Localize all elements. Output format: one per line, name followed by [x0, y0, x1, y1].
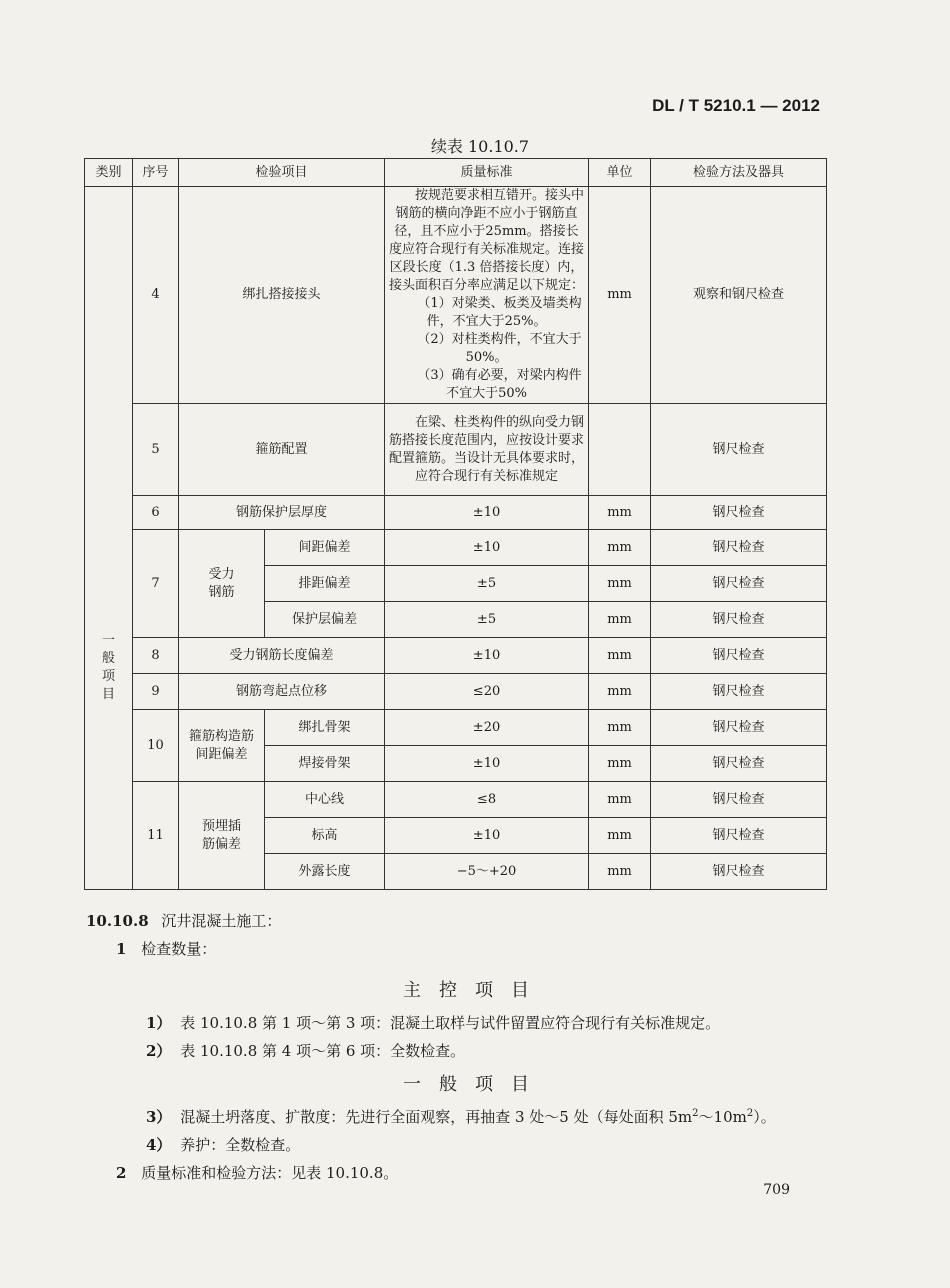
standard-paragraph: （3）确有必要，对梁内构件不宜大于50% [417, 368, 582, 401]
col-unit: 单位 [589, 159, 651, 187]
row-item: 受力钢筋长度偏差 [179, 638, 385, 674]
row-unit: mm [589, 638, 651, 674]
row-unit: mm [589, 496, 651, 530]
row-item: 箍筋配置 [179, 404, 385, 496]
row-item: 箍筋构造筋间距偏差 [189, 728, 255, 762]
standard-paragraph: （1）对梁类、板类及墙类构件，不宜大于25%。 [417, 296, 582, 329]
row-item-group [179, 782, 265, 890]
paragraph-text: 质量标准和检验方法：见表 10.10.8。 [141, 1164, 399, 1182]
table-row [85, 404, 827, 496]
row-unit: mm [589, 602, 651, 638]
row-item: 绑扎搭接接头 [179, 187, 385, 404]
row-item-group [179, 530, 265, 638]
paragraph [116, 1162, 398, 1183]
item-number: 2） [146, 1042, 172, 1060]
paragraph-text: ）。 [753, 1108, 776, 1126]
paragraph [146, 1012, 720, 1033]
row-method: 钢尺检查 [651, 710, 827, 746]
row-number: 8 [133, 638, 179, 674]
row-unit: mm [589, 818, 651, 854]
row-item-group [179, 710, 265, 782]
table-title: 续表 10.10.7 [430, 137, 530, 156]
row-number: 11 [133, 782, 179, 890]
sub-item: 绑扎骨架 [265, 710, 385, 746]
table-header-row [85, 159, 827, 187]
table-row [85, 674, 827, 710]
row-method: 钢尺检查 [651, 782, 827, 818]
row-standard: ±5 [385, 602, 589, 638]
row-method: 钢尺检查 [651, 854, 827, 890]
row-item: 钢筋保护层厚度 [179, 496, 385, 530]
row-method: 钢尺检查 [651, 496, 827, 530]
section-title: 沉井混凝土施工： [161, 912, 282, 930]
row-standard: ±20 [385, 710, 589, 746]
row-number: 5 [133, 404, 179, 496]
row-method: 钢尺检查 [651, 674, 827, 710]
main-control-heading: 主控项目 [403, 980, 547, 1001]
paragraph [146, 1040, 465, 1061]
row-unit: mm [589, 710, 651, 746]
row-unit: mm [589, 782, 651, 818]
row-unit: mm [589, 187, 651, 404]
paragraph [146, 1106, 776, 1127]
row-standard: ≤20 [385, 674, 589, 710]
standard-paragraph: （2）对柱类构件，不宜大于50%。 [417, 332, 582, 365]
general-items-heading: 一般项目 [403, 1074, 547, 1095]
row-unit: mm [589, 854, 651, 890]
sub-item: 外露长度 [265, 854, 385, 890]
sub-item: 焊接骨架 [265, 746, 385, 782]
row-method: 钢尺检查 [651, 818, 827, 854]
row-standard: ±10 [385, 746, 589, 782]
row-method: 观察和钢尺检查 [651, 187, 827, 404]
item-number: 3） [146, 1108, 172, 1126]
row-number: 10 [133, 710, 179, 782]
sub-item: 标高 [265, 818, 385, 854]
col-method: 检验方法及器具 [651, 159, 827, 187]
section-heading [86, 910, 281, 931]
row-standard [385, 404, 589, 496]
row-method: 钢尺检查 [651, 602, 827, 638]
row-standard: ±10 [385, 638, 589, 674]
row-unit: mm [589, 746, 651, 782]
row-number: 9 [133, 674, 179, 710]
category-cell [85, 187, 133, 890]
standard-paragraph: 在梁、柱类构件的纵向受力钢筋搭接长度范围内，应按设计要求配置箍筋。当设计无具体要求时，应符合现行有关标准规定 [389, 414, 585, 484]
table-row [85, 782, 827, 818]
row-unit: mm [589, 530, 651, 566]
row-number: 4 [133, 187, 179, 404]
row-unit: mm [589, 674, 651, 710]
table-row [85, 530, 827, 566]
sub-item: 排距偏差 [265, 566, 385, 602]
paragraph [146, 1134, 300, 1155]
row-method: 钢尺检查 [651, 566, 827, 602]
row-item: 受力钢筋 [208, 566, 235, 600]
category-label: 一般项目 [102, 633, 116, 702]
item-number: 1） [146, 1014, 172, 1032]
inspection-table [84, 158, 827, 890]
row-number: 7 [133, 530, 179, 638]
col-category: 类别 [85, 159, 133, 187]
row-number: 6 [133, 496, 179, 530]
standard-code: DL / T 5210.1 — 2012 [652, 96, 820, 115]
row-standard: ±10 [385, 496, 589, 530]
superscript: 2 [692, 1108, 699, 1119]
row-method: 钢尺检查 [651, 404, 827, 496]
item-number: 2 [116, 1164, 127, 1182]
row-standard: −5～+20 [385, 854, 589, 890]
row-standard [385, 187, 589, 404]
row-standard: ±10 [385, 818, 589, 854]
item-number: 4） [146, 1136, 172, 1154]
paragraph [116, 938, 216, 959]
col-number: 序号 [133, 159, 179, 187]
col-standard: 质量标准 [385, 159, 589, 187]
sub-item: 保护层偏差 [265, 602, 385, 638]
table-row [85, 496, 827, 530]
row-standard: ≤8 [385, 782, 589, 818]
paragraph-text: 养护：全数检查。 [180, 1136, 301, 1154]
section-number: 10.10.8 [86, 912, 149, 930]
row-standard: ±10 [385, 530, 589, 566]
table-row [85, 638, 827, 674]
table-row [85, 187, 827, 404]
standard-paragraph: 按规范要求相互错开。接头中钢筋的横向净距不应小于钢筋直径，且不应小于25mm。搭接长度应符合现行有关标准规定。连接区段长度（1.3 倍搭接长度）内，接头面积百分率应满足以下规定： [389, 188, 585, 293]
sub-item: 中心线 [265, 782, 385, 818]
row-method: 钢尺检查 [651, 530, 827, 566]
row-unit: mm [589, 566, 651, 602]
row-item: 预埋插筋偏差 [202, 818, 242, 852]
paragraph-text: 表 10.10.8 第 4 项～第 6 项：全数检查。 [180, 1042, 466, 1060]
col-item: 检验项目 [179, 159, 385, 187]
sub-item: 间距偏差 [265, 530, 385, 566]
paragraph-text: ～10m [698, 1108, 747, 1126]
row-unit [589, 404, 651, 496]
row-method: 钢尺检查 [651, 638, 827, 674]
row-standard: ±5 [385, 566, 589, 602]
page-number: 709 [763, 1182, 790, 1198]
row-method: 钢尺检查 [651, 746, 827, 782]
paragraph-text: 表 10.10.8 第 1 项～第 3 项：混凝土取样与试件留置应符合现行有关标准规定。 [180, 1014, 721, 1032]
item-number: 1 [116, 940, 127, 958]
row-item: 钢筋弯起点位移 [179, 674, 385, 710]
table-row [85, 710, 827, 746]
paragraph-text: 混凝土坍落度、扩散度：先进行全面观察，再抽查 3 处～5 处（每处面积 5m [180, 1108, 693, 1126]
paragraph-text: 检查数量： [141, 940, 217, 958]
superscript: 2 [746, 1108, 754, 1119]
